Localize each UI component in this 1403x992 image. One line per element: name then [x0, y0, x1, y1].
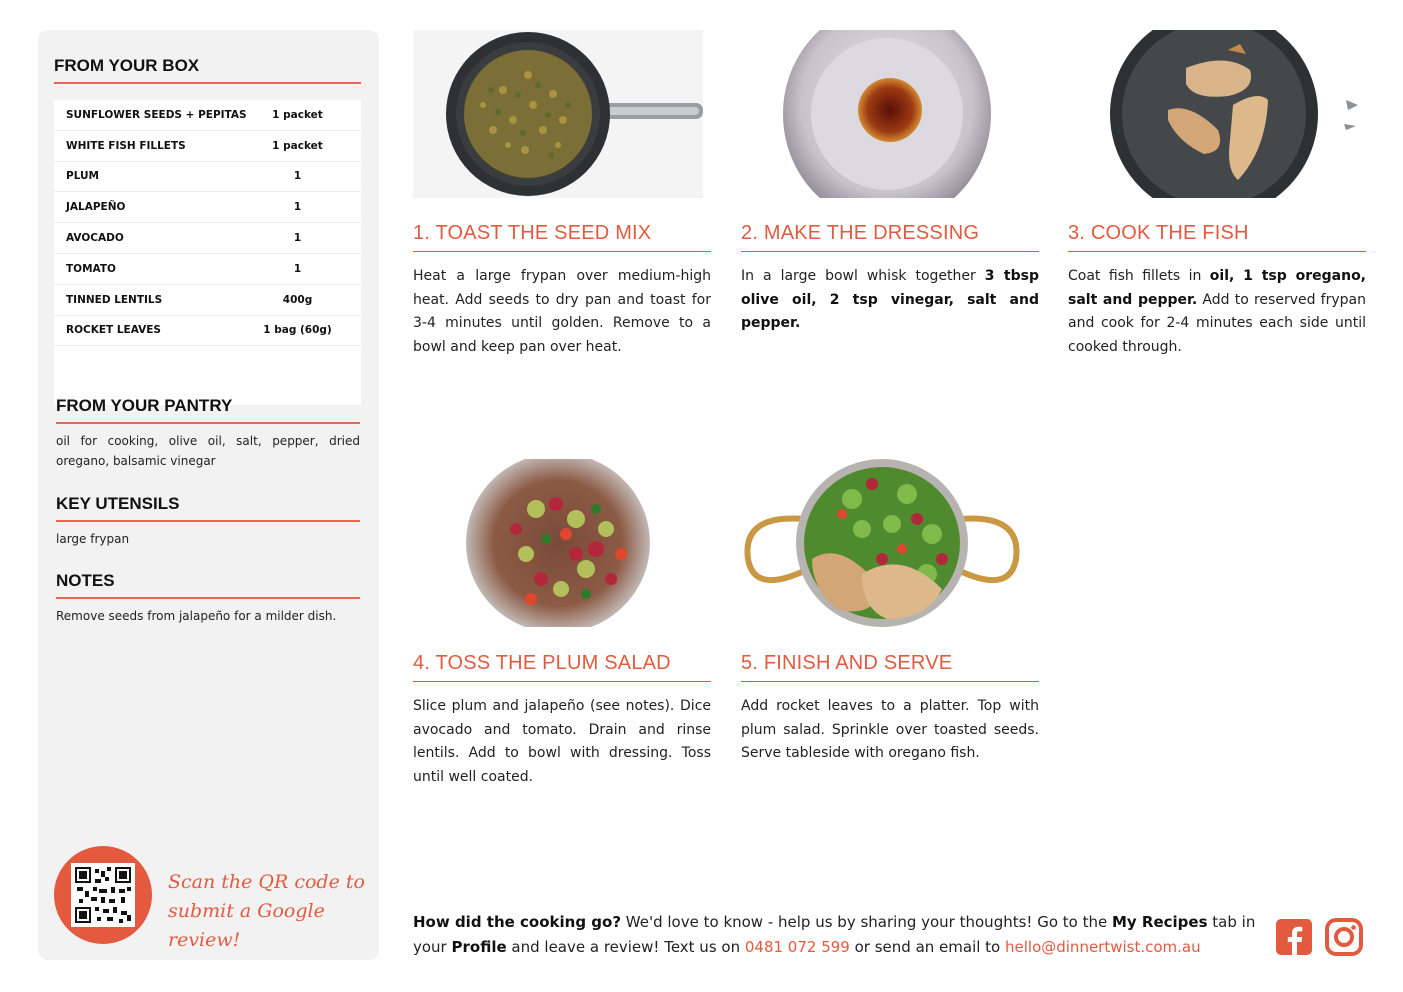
step-text-part: Add rocket leaves to a platter. Top with plum salad. Sprinkle over toasted seeds. Serve tableside with oregano fish. — [741, 698, 1039, 761]
ingredient-row — [54, 192, 361, 223]
ingredient-qty: 1 — [293, 201, 302, 214]
step-text-part: In a large bowl whisk together — [741, 268, 985, 284]
qr-caption — [168, 868, 368, 955]
ingredient-row — [54, 223, 361, 254]
utensils-section — [56, 494, 360, 549]
ingredient-row — [54, 254, 361, 285]
ingredients-sidebar — [38, 30, 379, 960]
feedback-text-4: or send an email to — [849, 938, 1005, 956]
instagram-icon[interactable] — [1325, 918, 1363, 956]
my-recipes-label: My Recipes — [1111, 913, 1208, 931]
email-link[interactable]: hello@dinnertwist.com.au — [1005, 938, 1201, 956]
ingredients-table — [54, 100, 361, 405]
key-utensils-title: KEY UTENSILS — [56, 494, 360, 522]
ingredient-row — [54, 100, 361, 131]
notes-text: Remove seeds from jalapeño for a milder dish. — [56, 609, 337, 623]
feedback-text-3: and leave a review! Text us on — [506, 938, 745, 956]
ingredient-qty: 1 — [293, 232, 302, 245]
pantry-section — [56, 396, 360, 471]
step-1-title: 1. TOAST THE SEED MIX — [413, 222, 711, 252]
ingredient-qty: 1 packet — [272, 139, 323, 152]
ingredient-qty: 1 — [293, 262, 302, 275]
profile-label: Profile — [451, 938, 507, 956]
step-text-part: Heat a large frypan over medium-high heat. Add seeds to dry pan and toast for 3-4 minutes until golden. Remove to a bowl and keep pan over heat. — [413, 268, 711, 355]
qr-badge[interactable] — [54, 846, 152, 944]
qr-code-icon[interactable] — [71, 863, 135, 927]
phone-link[interactable]: 0481 072 599 — [744, 938, 850, 956]
step-5 — [741, 652, 1039, 766]
qr-caption-line1: Scan the QR code to — [168, 871, 365, 893]
feedback-text-1: We'd love to know - help us by sharing your thoughts! Go to the — [621, 913, 1112, 931]
ingredient-name: PLUM — [66, 170, 99, 183]
ingredient-name: JALAPEÑO — [66, 201, 126, 214]
step-1-text — [413, 265, 711, 359]
ingredient-name: SUNFLOWER SEEDS + PEPITAS — [66, 108, 247, 121]
ingredient-row — [54, 285, 361, 316]
ingredient-qty: 400g — [282, 293, 313, 306]
ingredient-name: AVOCADO — [66, 232, 124, 245]
step-text-part: Slice plum and jalapeño (see notes). Dice avocado and tomato. Drain and rinse lentils. Add to bowl with dressing. Toss until well coated. — [413, 698, 711, 785]
step-3 — [1068, 222, 1366, 359]
step-4 — [413, 652, 711, 789]
ingredient-name: TOMATO — [66, 262, 116, 275]
pantry-text: oil for cooking, olive oil, salt, pepper, dried oregano, balsamic vinegar — [56, 434, 360, 468]
step-text-part: oil, 1 tsp oregano, salt and pepper. — [1068, 268, 1367, 308]
ingredient-qty: 1 packet — [272, 108, 323, 121]
step-text-part: Add to reserved frypan and cook for 2-4 minutes each side until cooked through. — [1068, 291, 1366, 355]
step-2 — [741, 222, 1039, 336]
ingredient-name: TINNED LENTILS — [66, 293, 163, 306]
step-1 — [413, 222, 711, 359]
step-5-title: 5. FINISH AND SERVE — [741, 652, 1039, 682]
ingredient-row — [54, 316, 361, 347]
step-2-title: 2. MAKE THE DRESSING — [741, 222, 1039, 252]
utensils-text: large frypan — [56, 532, 130, 546]
ingredient-qty: 1 — [293, 170, 302, 183]
notes-title: NOTES — [56, 571, 360, 599]
step-text-part: Coat fish fillets in — [1068, 268, 1210, 284]
dressing-photo — [782, 30, 992, 198]
plum-salad-photo — [466, 459, 650, 627]
finished-dish-photo — [742, 459, 1022, 627]
ingredient-qty: 1 bag (60g) — [263, 324, 332, 337]
step-4-title: 4. TOSS THE PLUM SALAD — [413, 652, 711, 682]
from-your-box-title: FROM YOUR BOX — [54, 56, 361, 84]
ingredient-name: ROCKET LEAVES — [66, 324, 161, 337]
ingredient-row — [54, 162, 361, 193]
notes-section — [56, 571, 360, 626]
step-2-text — [741, 265, 1039, 336]
feedback-text-2: tab in your — [413, 913, 1256, 956]
qr-caption-line2: submit a Google review! — [168, 900, 325, 951]
ingredient-row — [54, 131, 361, 162]
fish-frypan-photo — [1108, 30, 1366, 198]
step-3-title: 3. COOK THE FISH — [1068, 222, 1366, 252]
feedback-question: How did the cooking go? — [413, 913, 622, 931]
step-text-part: 3 tbsp olive oil, 2 tsp vinegar, salt and pepper. — [741, 268, 1040, 331]
from-your-pantry-title: FROM YOUR PANTRY — [56, 396, 360, 424]
facebook-icon[interactable] — [1275, 918, 1313, 956]
step-3-text — [1068, 265, 1366, 359]
seed-mix-photo — [413, 30, 703, 198]
ingredient-name: WHITE FISH FILLETS — [66, 139, 186, 152]
step-5-text — [741, 695, 1039, 766]
step-4-text — [413, 695, 711, 789]
feedback-footer — [413, 910, 1263, 960]
